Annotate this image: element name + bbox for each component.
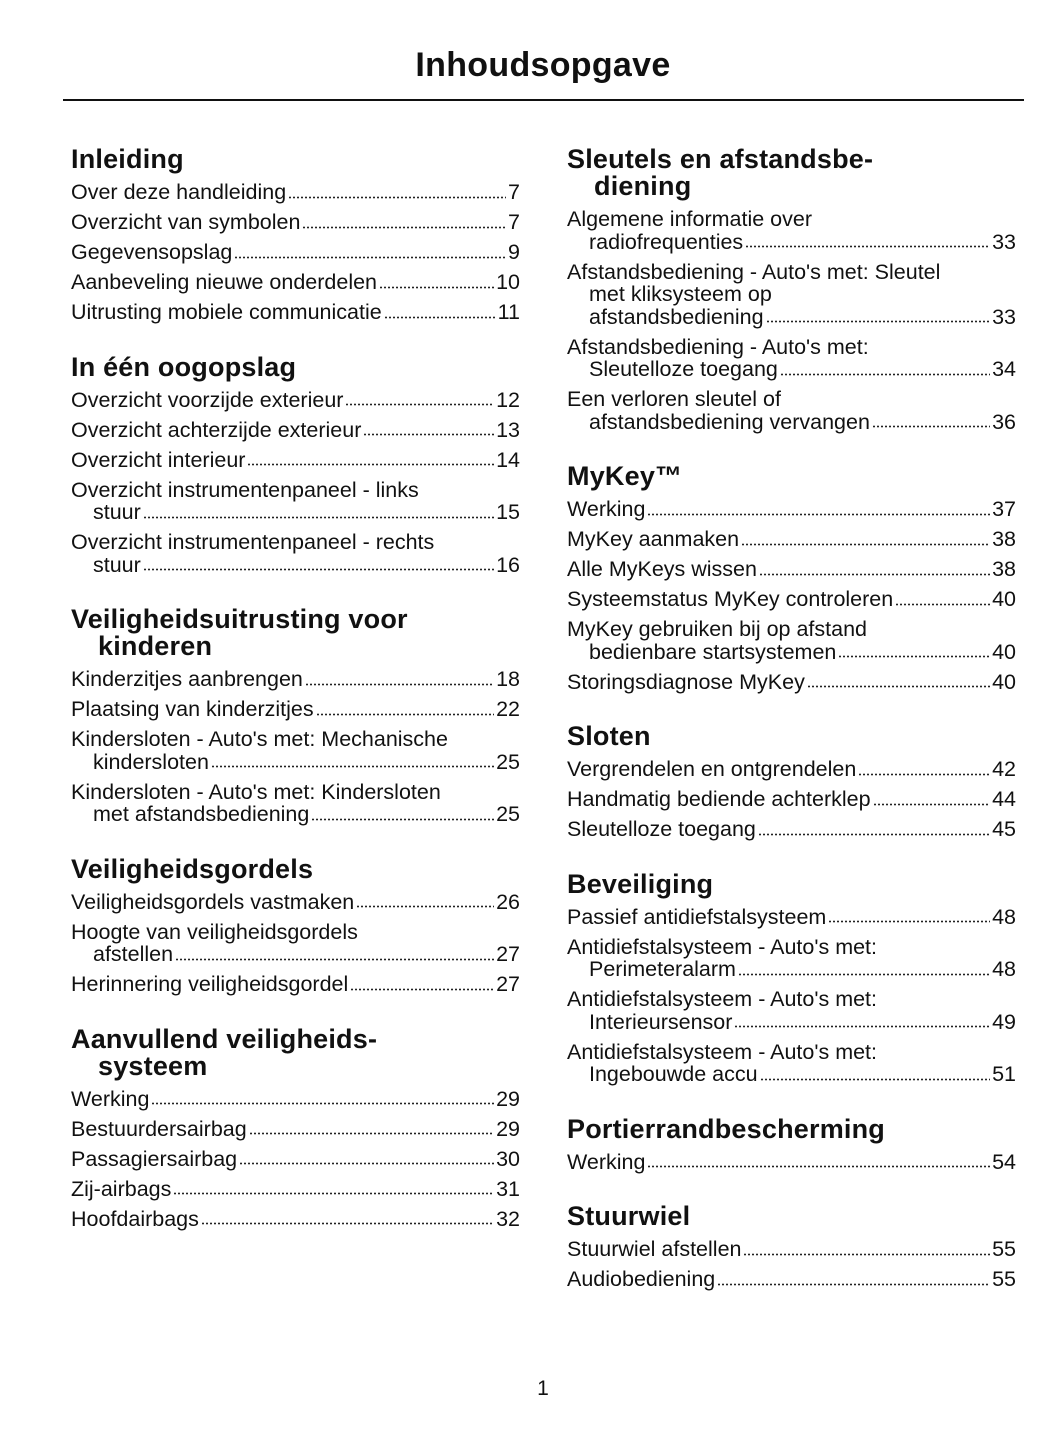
toc-entry[interactable] [567,388,1016,433]
section-heading-text: Stuurwiel [567,1201,691,1231]
toc-page-number: 26 [496,889,520,914]
dot-leader [743,1253,990,1256]
page-title: Inhoudsopgave [415,46,671,84]
toc-entry-last-line [567,788,1016,811]
toc-entry[interactable] [567,818,1016,841]
toc-page-number: 27 [496,942,520,966]
section-heading-text: Portierrandbescherming [567,1113,885,1144]
section-heading-text: Sleutels en afstandsbe- [567,144,874,174]
section-heading-text: Veiligheidsuitrusting voor [71,604,408,634]
toc-entry[interactable] [567,758,1016,781]
toc-page-number: 44 [992,787,1016,811]
section-heading-text: Beveiliging [567,868,714,899]
toc-entry[interactable] [567,906,1016,929]
toc-entry-text: Hoofdairbags [71,1206,199,1231]
toc-page-number: 16 [496,552,520,577]
dot-leader [345,403,494,406]
toc-entry-last-line [71,943,520,966]
toc-section [71,853,520,996]
toc-page-number: 31 [496,1176,520,1201]
toc-entry-text: Overzicht instrumentenpaneel - rechts [71,530,435,554]
toc-entry[interactable] [71,449,520,472]
toc-entry[interactable] [71,728,520,773]
dot-leader [175,958,494,961]
dot-leader [311,818,494,821]
section-heading-text: In één oogopslag [71,351,297,382]
dot-leader [766,320,991,323]
toc-entry[interactable] [71,479,520,524]
toc-entry[interactable] [567,671,1016,694]
toc-entry[interactable] [71,781,520,826]
toc-entry-text: Bestuurdersairbag [71,1116,247,1141]
dot-leader [780,373,990,376]
toc-entry-last-line [71,1148,520,1171]
dot-leader [858,773,990,776]
toc-entry-text: Kindersloten - Auto's met: Kindersloten [71,779,441,804]
toc-entry[interactable] [567,1238,1016,1261]
toc-entry-text: Audiobediening [567,1267,716,1291]
toc-entry-text: afstandsbediening [589,304,764,329]
section-heading [567,723,1016,750]
toc-entry-last-line [71,698,520,721]
toc-entry-last-line [71,301,520,324]
dot-leader [758,833,990,836]
toc-page-number: 10 [496,270,520,294]
dot-leader [872,425,990,428]
toc-entry[interactable] [71,531,520,576]
toc-entry-last-line [567,1238,1016,1261]
dot-leader [305,683,494,686]
toc-entry-text: Antidiefstalsysteem - Auto's met: [567,934,878,959]
toc-entry[interactable] [71,241,520,264]
toc-entry[interactable] [567,336,1016,381]
toc-entry-text: Overzicht voorzijde exterieur [71,387,344,412]
section-heading [567,1113,1016,1144]
dot-leader [647,1165,990,1168]
dot-leader [143,568,494,571]
toc-entry-text: afstandsbediening vervangen [589,409,870,434]
dot-leader [738,973,990,976]
toc-entry[interactable] [71,1118,520,1141]
toc-entry-last-line [567,1011,1016,1034]
toc-entry-text: Afstandsbediening - Auto's met: Sleutel [567,259,941,284]
toc-entry[interactable] [71,271,520,294]
toc-entry-last-line [71,751,520,774]
toc-entry-text: Sleutelloze toegang [589,357,778,381]
toc-page-number: 49 [992,1009,1016,1034]
toc-entry-last-line [71,449,520,472]
toc-section [567,723,1016,841]
toc-page-number: 30 [496,1146,520,1171]
toc-entry-text: Overzicht van symbolen [71,210,301,234]
toc-entry[interactable] [567,988,1016,1033]
toc-page-number: 40 [992,639,1016,664]
toc-entry-text: Ingebouwde accu [589,1062,758,1086]
dot-leader [173,1192,494,1195]
dot-leader [838,655,990,658]
toc-entry-last-line [567,958,1016,981]
toc-page-number: 27 [496,972,520,996]
toc-page-number: 7 [508,210,520,234]
toc-page-number: 37 [992,497,1016,521]
toc-entry-last-line [567,306,1016,329]
toc-page-number: 42 [992,757,1016,781]
toc-entry-last-line [567,1268,1016,1291]
toc-section [71,146,520,324]
dot-leader [745,245,990,248]
toc-entry-text: Antidiefstalsysteem - Auto's met: [567,987,878,1011]
toc-page-number: 33 [992,304,1016,329]
toc-page-number: 22 [496,697,520,721]
toc-entry-text: stuur [93,500,141,524]
dot-leader [302,226,506,229]
toc-entry-text: Overzicht instrumentenpaneel - links [71,477,419,502]
toc-section [71,351,520,577]
toc-page-number: 55 [992,1267,1016,1291]
toc-entry-text: MyKey gebruiken bij op afstand [567,617,867,641]
toc-entry[interactable] [71,419,520,442]
toc-entry-text: Systeemstatus MyKey controleren [567,587,894,611]
toc-entry-text: kindersloten [93,749,209,774]
toc-entry-text: Kindersloten - Auto's met: Mechanische [71,727,448,751]
section-heading [567,1203,1016,1230]
toc-page-number: 36 [992,409,1016,434]
section-heading [71,1023,520,1081]
toc-entry-text: met afstandsbediening [93,802,310,826]
dot-leader [211,765,494,768]
toc-entry-last-line [71,668,520,691]
dot-leader [828,920,990,923]
section-heading [567,868,1016,899]
toc-page-number: 40 [992,669,1016,694]
dot-leader [363,433,494,436]
section-heading-text: Sloten [567,721,651,751]
toc-page-number: 38 [992,557,1016,581]
toc-page-number: 11 [497,300,520,324]
toc-page-number: 12 [496,387,520,412]
toc-entry-text: afstellen [93,942,174,966]
toc-entry-text: Aanbeveling nieuwe onderdelen [71,270,378,294]
toc-entry-text: Werking [567,497,646,521]
toc-entry[interactable] [567,1268,1016,1291]
toc-entry[interactable] [567,498,1016,521]
toc-entry-last-line [71,1178,520,1201]
toc-page-number: 34 [992,357,1016,381]
toc-entry-last-line [567,231,1016,254]
toc-entry-text: Overzicht interieur [71,447,246,472]
toc-entry-last-line [71,419,520,442]
toc-entry-text: Werking [71,1086,150,1111]
dot-leader [895,603,990,606]
section-heading [567,463,1016,490]
toc-entry-text: Herinnering veiligheidsgordel [71,972,349,996]
dot-leader [379,286,494,289]
toc-entry-last-line [567,1063,1016,1086]
toc-entry[interactable] [71,211,520,234]
toc-entry-text: Interieursensor [589,1009,733,1034]
dot-leader [873,803,990,806]
toc-entry-last-line [567,758,1016,781]
section-heading [71,351,520,382]
section-heading-text: diening [594,171,692,201]
toc-entry-last-line [71,1088,520,1111]
toc-entry-text: Zij-airbags [71,1176,172,1201]
toc-entry-text: Veiligheidsgordels vastmaken [71,889,355,914]
toc-entry-last-line [567,528,1016,551]
toc-page-number: 25 [496,802,520,826]
toc-entry[interactable] [71,668,520,691]
section-heading-text: Inleiding [71,144,184,174]
toc-entry[interactable] [567,588,1016,611]
dot-leader [356,905,494,908]
toc-entry-text: Plaatsing van kinderzitjes [71,697,314,721]
toc-entry[interactable] [71,389,520,412]
toc-column-left [71,146,520,1260]
toc-entry-text: met kliksysteem op [589,282,772,306]
toc-entry-last-line [71,554,520,577]
toc-page-number: 32 [496,1206,520,1231]
section-heading [567,146,1016,200]
toc-entry-text: Algemene informatie over [567,207,812,231]
toc-page-number: 55 [992,1237,1016,1261]
toc-page-number: 18 [496,667,520,691]
section-heading [71,606,520,660]
toc-page-number: 33 [992,229,1016,254]
section-heading [71,853,520,884]
toc-entry-text: Kinderzitjes aanbrengen [71,667,303,691]
toc-entry-text: Over deze handleiding [71,180,287,204]
toc-column-right [567,146,1016,1321]
dot-leader [288,196,506,199]
toc-entry-text: Antidiefstalsysteem - Auto's met: [567,1039,878,1064]
toc-entry-text: Perimeteralarm [589,957,736,981]
toc-page-number: 51 [992,1062,1016,1086]
dot-leader [151,1102,494,1105]
toc-entry[interactable] [567,936,1016,981]
toc-page-number: 48 [992,904,1016,929]
toc-section [567,868,1016,1086]
toc-entry-text: Een verloren sleutel of [567,387,781,411]
toc-entry-last-line [567,498,1016,521]
toc-entry-last-line [567,558,1016,581]
toc-entry-text: stuur [93,552,141,577]
dot-leader [647,513,990,516]
dot-leader [234,256,506,259]
toc-entry[interactable] [71,891,520,914]
toc-entry[interactable] [567,261,1016,329]
toc-page-number: 48 [992,957,1016,981]
dot-leader [201,1222,494,1225]
toc-entry-last-line [71,973,520,996]
dot-leader [350,988,494,991]
section-heading-text: systeem [98,1050,208,1081]
toc-entry[interactable] [567,788,1016,811]
toc-page-number: 7 [508,180,520,204]
toc-entry-text: Gegevensopslag [71,240,233,264]
toc-entry-last-line [71,241,520,264]
toc-entry-text: Uitrusting mobiele communicatie [71,300,382,324]
section-heading [71,146,520,173]
toc-entry-last-line [567,588,1016,611]
toc-entry-text: bedienbare startsystemen [589,639,837,664]
toc-page-number: 45 [992,817,1016,841]
toc-entry-last-line [71,211,520,234]
toc-entry-text: Hoogte van veiligheidsgordels [71,919,358,944]
toc-entry-last-line [71,891,520,914]
toc-entry-text: Passief antidiefstalsysteem [567,904,827,929]
section-heading-text: MyKey™ [567,461,683,491]
toc-entry-text: Handmatig bediende achterklep [567,787,871,811]
toc-section [567,463,1016,693]
toc-entry-text: Vergrendelen en ontgrendelen [567,757,857,781]
section-heading-text: Aanvullend veiligheids- [71,1023,378,1054]
toc-entry-last-line [71,271,520,294]
toc-entry[interactable] [567,1041,1016,1086]
toc-entry[interactable] [567,558,1016,581]
dot-leader [384,316,496,319]
page-number: 1 [537,1377,549,1400]
toc-entry-text: Afstandsbediening - Auto's met: [567,334,869,359]
toc-section [567,1113,1016,1174]
toc-page-number: 9 [508,240,520,264]
toc-entry-last-line [71,1208,520,1231]
toc-section [567,146,1016,433]
toc-entry-text: Alle MyKeys wissen [567,557,757,581]
toc-entry-last-line [71,181,520,204]
dot-leader [807,685,990,688]
toc-page-number: 29 [496,1116,520,1141]
toc-entry-text: Werking [567,1149,646,1174]
toc-entry-text: Sleutelloze toegang [567,817,756,841]
dot-leader [741,543,990,546]
toc-entry[interactable] [71,921,520,966]
title-divider [63,99,1024,101]
dot-leader [717,1283,990,1286]
toc-page-number: 14 [496,447,520,472]
toc-entry-last-line [567,358,1016,381]
toc-section [71,1023,520,1231]
toc-page-number: 54 [992,1149,1016,1174]
toc-entry[interactable] [567,528,1016,551]
toc-entry[interactable] [567,208,1016,253]
dot-leader [249,1132,494,1135]
section-heading-text: kinderen [98,631,213,661]
toc-entry-text: Stuurwiel afstellen [567,1237,742,1261]
toc-entry-text: Passagiersairbag [71,1146,238,1171]
toc-entry[interactable] [567,1151,1016,1174]
toc-entry-last-line [567,906,1016,929]
toc-page-number: 40 [992,587,1016,611]
dot-leader [760,1078,991,1081]
toc-entry-last-line [567,641,1016,664]
dot-leader [247,463,494,466]
toc-entry[interactable] [71,181,520,204]
toc-entry[interactable] [71,1088,520,1111]
toc-entry-last-line [567,671,1016,694]
dot-leader [239,1162,494,1165]
toc-entry-text: Storingsdiagnose MyKey [567,669,805,694]
toc-section [71,606,520,826]
toc-entry-last-line [71,501,520,524]
section-heading-text: Veiligheidsgordels [71,853,314,884]
toc-page-number: 25 [496,749,520,774]
dot-leader [143,516,494,519]
toc-entry-last-line [567,411,1016,434]
toc-entry-text: Overzicht achterzijde exterieur [71,417,362,442]
toc-entry[interactable] [567,618,1016,663]
toc-page-number: 29 [496,1086,520,1111]
dot-leader [734,1025,990,1028]
dot-leader [316,713,494,716]
toc-page-number: 38 [992,527,1016,551]
toc-entry-last-line [567,1151,1016,1174]
dot-leader [759,573,990,576]
toc-page-number: 15 [496,500,520,524]
toc-entry-text: MyKey aanmaken [567,527,740,551]
toc-entry[interactable] [71,698,520,721]
toc-entry-text: radiofrequenties [589,229,744,254]
toc-entry[interactable] [71,301,520,324]
toc-entry[interactable] [71,1148,520,1171]
toc-entry-last-line [71,1118,520,1141]
toc-section [567,1203,1016,1291]
toc-entry-last-line [71,803,520,826]
toc-entry[interactable] [71,1178,520,1201]
toc-entry[interactable] [71,1208,520,1231]
toc-entry[interactable] [71,973,520,996]
toc-entry-last-line [71,389,520,412]
toc-page-number: 13 [496,417,520,442]
toc-entry-last-line [567,818,1016,841]
